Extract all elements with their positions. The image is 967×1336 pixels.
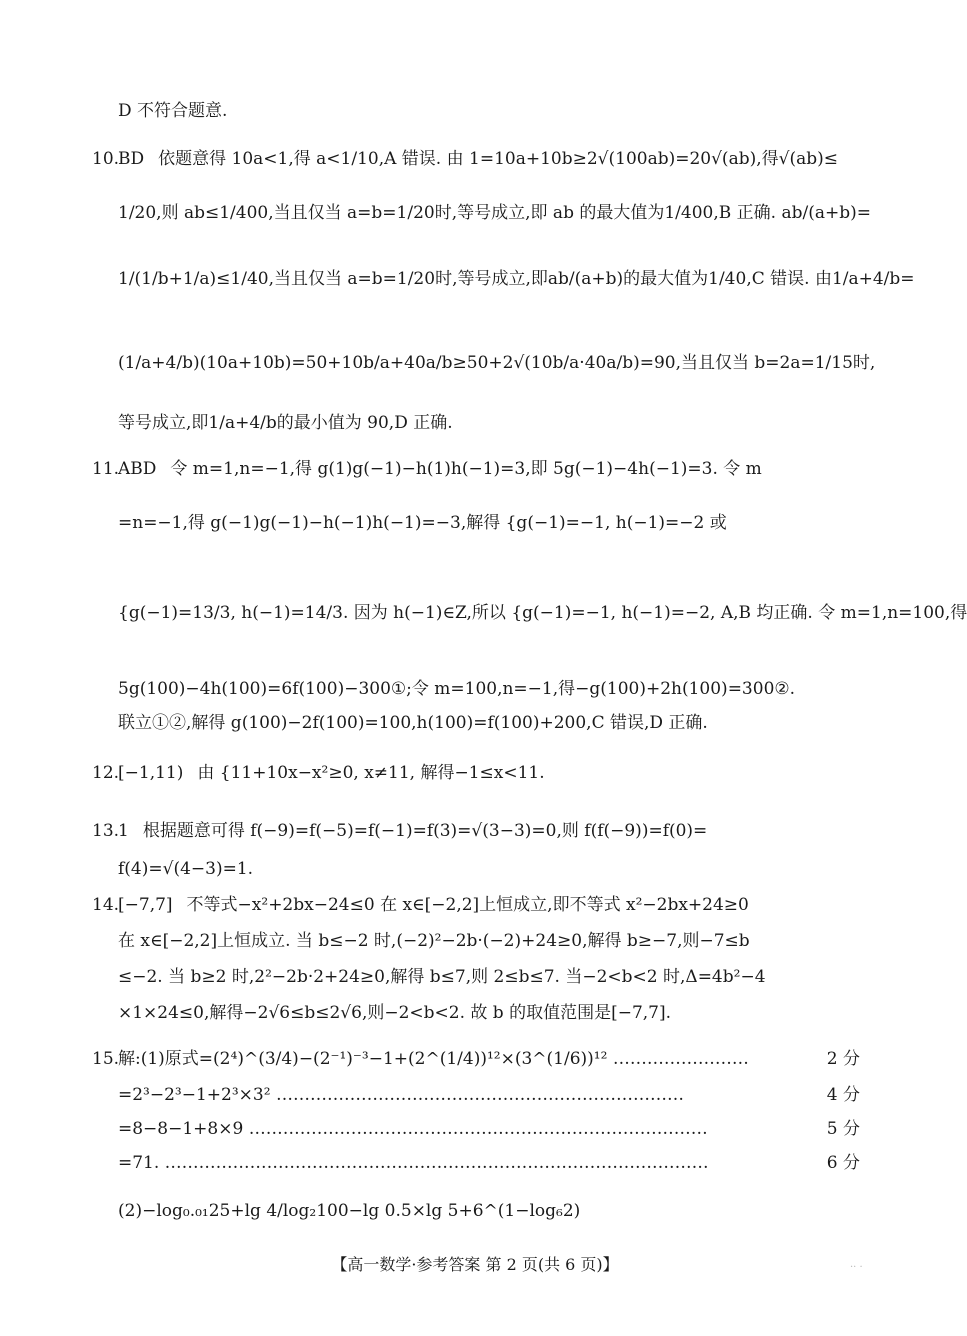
text-line	[92, 894, 860, 917]
line-text: 解:(1)原式=(2⁴)^(3/4)−(2⁻¹)⁻³−1+(2^(1/4))¹²×(3^(1/6))¹² ……………………	[118, 1049, 749, 1069]
text-line	[118, 602, 967, 625]
line-text: =71. ……………………………………………………………………………………	[118, 1153, 709, 1173]
line-text: (2)−log₀.₀₁25+lg 4/log₂100−lg 0.5×lg 5+6^(1−log₆2)	[118, 1201, 581, 1221]
line-text: 在 x∈[−2,2]上恒成立. 当 b≤−2 时,(−2)²−2b·(−2)+24≥0,解得 b≥−7,则−7≤b	[118, 931, 750, 951]
line-text: f(4)=√(4−3)=1.	[118, 859, 254, 879]
text-line	[118, 412, 860, 435]
text-line	[118, 930, 860, 953]
line-text: 5g(100)−4h(100)=6f(100)−300①;令 m=100,n=−1,得−g(100)+2h(100)=300②.	[118, 679, 796, 699]
text-line	[118, 858, 860, 881]
score-mark: 2 分	[826, 1049, 860, 1069]
text-line	[92, 762, 860, 785]
text-line	[118, 1200, 860, 1223]
text-line	[92, 1048, 860, 1071]
text-line	[92, 820, 860, 843]
text-line	[118, 268, 915, 291]
text-line	[92, 458, 860, 481]
line-text: =8−8−1+8×9 ………………………………………………………………………	[118, 1119, 708, 1139]
score-mark: 6 分	[826, 1153, 860, 1173]
text-line	[118, 202, 871, 225]
question-number: 12.	[92, 763, 120, 783]
line-text: 不等式−x²+2bx−24≤0 在 x∈[−2,2]上恒成立,即不等式 x²−2bx+24≥0	[186, 895, 749, 915]
answer-key: ABD	[118, 459, 157, 479]
line-text: 依题意得 10a<1,得 a<1/10,A 错误. 由 1=10a+10b≥2√(100ab)=20√(ab),得√(ab)≤	[158, 149, 838, 169]
line-text: 1/(1/b+1/a)≤1/40,当且仅当 a=b=1/20时,等号成立,即ab/(a+b)的最大值为1/40,C 错误. 由1/a+4/b=	[118, 269, 915, 289]
answer-key: 1	[118, 821, 129, 841]
question-number: 15.	[92, 1049, 120, 1069]
line-text: ×1×24≤0,解得−2√6≤b≤2√6,则−2<b<2. 故 b 的取值范围是[−7,7].	[118, 1003, 672, 1023]
text-line	[118, 1118, 860, 1141]
text-line	[118, 1084, 860, 1107]
corner-mark: ·· ·	[850, 1262, 863, 1273]
score-mark: 4 分	[826, 1085, 860, 1105]
line-text: =2³−2³−1+2³×3² ………………………………………………………………	[118, 1085, 684, 1105]
answer-key: BD	[118, 149, 145, 169]
line-text: (1/a+4/b)(10a+10b)=50+10b/a+40a/b≥50+2√(10b/a·40a/b)=90,当且仅当 b=2a=1/15时,	[118, 353, 876, 373]
line-text: 根据题意可得 f(−9)=f(−5)=f(−1)=f(3)=√(3−3)=0,则 f(f(−9))=f(0)=	[142, 821, 708, 841]
line-text: 等号成立,即1/a+4/b的最小值为 90,D 正确.	[118, 413, 453, 433]
text-line	[92, 148, 860, 171]
line-text: ≤−2. 当 b≥2 时,2²−2b·2+24≥0,解得 b≤7,则 2≤b≤7. 当−2<b<2 时,Δ=4b²−4	[118, 967, 766, 987]
text-line	[118, 678, 860, 701]
line-text: 令 m=1,n=−1,得 g(1)g(−1)−h(1)h(−1)=3,即 5g(−1)−4h(−1)=3. 令 m	[170, 459, 762, 479]
line-text: 1/20,则 ab≤1/400,当且仅当 a=b=1/20时,等号成立,即 ab 的最大值为1/400,B 正确. ab/(a+b)=	[118, 203, 871, 223]
line-text: =n=−1,得 g(−1)g(−1)−h(−1)h(−1)=−3,解得 {g(−1)=−1, h(−1)=−2 或	[118, 513, 727, 533]
question-number: 14.	[92, 895, 120, 915]
answer-key: [−7,7]	[118, 895, 173, 915]
text-line	[118, 352, 876, 375]
text-line	[118, 1152, 860, 1175]
line-text: {g(−1)=13/3, h(−1)=14/3. 因为 h(−1)∈Z,所以 {g(−1)=−1, h(−1)=−2, A,B 均正确. 令 m=1,n=100,得	[118, 603, 967, 623]
score-mark: 5 分	[826, 1119, 860, 1139]
page-footer: 【高一数学·参考答案 第 2 页(共 6 页)】	[331, 1255, 619, 1274]
text-line	[118, 100, 860, 123]
line-text: 由 {11+10x−x²≥0, x≠11, 解得−1≤x<11.	[197, 763, 545, 783]
question-number: 13.	[92, 821, 120, 841]
question-number: 11.	[92, 459, 120, 479]
text-line	[118, 712, 860, 735]
answer-key: [−1,11)	[118, 763, 184, 783]
text-line	[118, 512, 860, 535]
question-number: 10.	[92, 149, 120, 169]
text-line	[118, 966, 860, 989]
line-text: D 不符合题意.	[118, 101, 228, 121]
text-line	[118, 1002, 860, 1025]
line-text: 联立①②,解得 g(100)−2f(100)=100,h(100)=f(100)+200,C 错误,D 正确.	[118, 713, 708, 733]
